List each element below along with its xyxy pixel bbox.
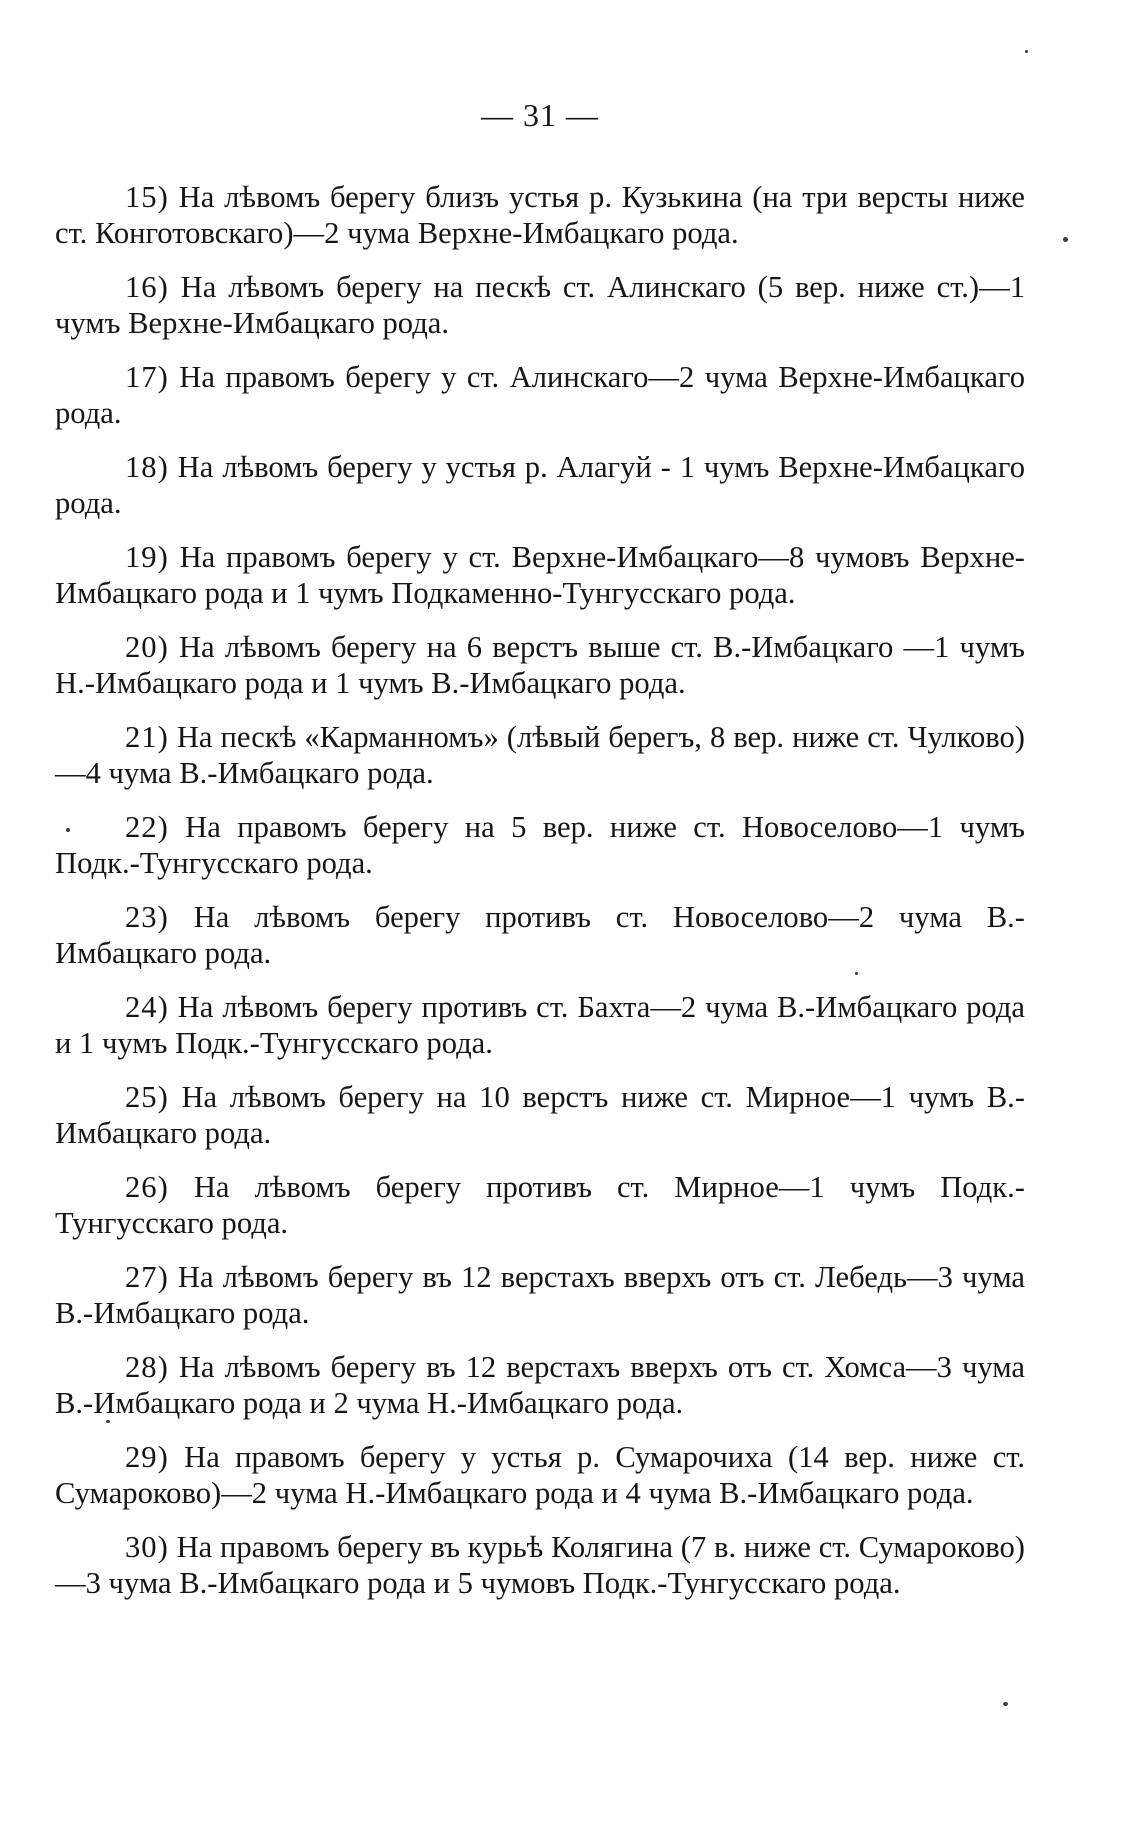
entry-number: 20) (125, 630, 169, 664)
list-item (55, 1349, 1025, 1421)
list-item (55, 269, 1025, 341)
entry-text: На лѣвомъ берегу противъ ст. Бахта—2 чума В.-Имбацкаго рода и 1 чумъ Подк.-Тунгусскаго рода. (55, 990, 1025, 1060)
entry-number: 28) (125, 1350, 169, 1384)
list-item (55, 449, 1025, 521)
scan-speck (106, 1420, 110, 1423)
entry-number: 27) (125, 1260, 169, 1294)
list-item (55, 989, 1025, 1061)
list-item (55, 1529, 1025, 1601)
scan-speck (1025, 50, 1028, 53)
entry-text: На правомъ берегу у ст. Верхне-Имбацкаго—8 чумовъ Верхне-Имбацкаго рода и 1 чумъ Подкаменно-Тунгусскаго рода. (55, 540, 1025, 610)
entry-number: 29) (125, 1440, 169, 1474)
entry-number: 24) (125, 990, 169, 1024)
entry-text: На правомъ берегу на 5 вер. ниже ст. Новоселово—1 чумъ Подк.-Тунгусскаго рода. (55, 810, 1025, 880)
entry-text: На правомъ берегу у ст. Алинскаго—2 чума Верхне-Имбацкаго рода. (55, 360, 1025, 430)
entry-number: 15) (125, 180, 169, 214)
list-item (55, 719, 1025, 791)
entry-text: На лѣвомъ берегу въ 12 верстахъ вверхъ отъ ст. Хомса—3 чума В.-Имбацкаго рода и 2 чума Н.-Имбацкаго рода. (55, 1350, 1025, 1420)
entry-number: 19) (125, 540, 169, 574)
entry-text: На лѣвомъ берегу на пескѣ ст. Алинскаго (5 вер. ниже ст.)—1 чумъ Верхне-Имбацкаго рода. (55, 270, 1025, 340)
list-item (55, 1439, 1025, 1511)
list-item (55, 1259, 1025, 1331)
book-page (55, 95, 1025, 1619)
entry-number: 23) (125, 900, 169, 934)
entry-text: На правомъ берегу въ курьѣ Колягина (7 в. ниже ст. Сумароково)—3 чума В.-Имбацкаго рода и 5 чумовъ Подк.-Тунгусскаго рода. (55, 1530, 1025, 1600)
entry-text: На лѣвомъ берегу противъ ст. Мирное—1 чумъ Подк.-Тунгусскаго рода. (55, 1170, 1025, 1240)
list-item (55, 179, 1025, 251)
list-item (55, 539, 1025, 611)
entry-number: 30) (125, 1530, 169, 1564)
entry-text: На лѣвомъ берегу противъ ст. Новоселово—2 чума В.-Имбацкаго рода. (55, 900, 1025, 970)
entry-text: На пескѣ «Карманномъ» (лѣвый берегъ, 8 вер. ниже ст. Чулково)—4 чума В.-Имбацкаго рода. (55, 720, 1025, 790)
list-item (55, 1079, 1025, 1151)
entry-list (55, 179, 1025, 1601)
entry-number: 21) (125, 720, 169, 754)
scan-speck (855, 972, 858, 975)
entry-text: На лѣвомъ берегу близъ устья р. Кузькина (на три версты ниже ст. Конготовскаго)—2 чума Верхне-Имбацкаго рода. (55, 180, 1025, 250)
entry-number: 18) (125, 450, 169, 484)
scan-speck (1063, 237, 1068, 242)
list-item (55, 899, 1025, 971)
list-item (55, 629, 1025, 701)
entry-number: 25) (125, 1080, 169, 1114)
entry-number: 17) (125, 360, 169, 394)
entry-number: 16) (125, 270, 169, 304)
entry-text: На лѣвомъ берегу на 10 верстъ ниже ст. Мирное—1 чумъ В.-Имбацкаго рода. (55, 1080, 1025, 1150)
list-item (55, 809, 1025, 881)
entry-number: 26) (125, 1170, 169, 1204)
entry-text: На лѣвомъ берегу у устья р. Алагуй - 1 чумъ Верхне-Имбацкаго рода. (55, 450, 1025, 520)
scan-speck (66, 828, 70, 832)
entry-text: На лѣвомъ берегу на 6 верстъ выше ст. В.-Имбацкаго —1 чумъ Н.-Имбацкаго рода и 1 чумъ В.-Имбацкаго рода. (55, 630, 1025, 700)
page-number: — 31 — (481, 97, 599, 133)
list-item (55, 1169, 1025, 1241)
entry-text: На лѣвомъ берегу въ 12 верстахъ вверхъ отъ ст. Лебедь—3 чума В.-Имбацкаго рода. (55, 1260, 1025, 1330)
scan-speck (1003, 1702, 1008, 1706)
entry-number: 22) (125, 810, 169, 844)
entry-text: На правомъ берегу у устья р. Сумарочиха (14 вер. ниже ст. Сумароково)—2 чума Н.-Имбацкаго рода и 4 чума В.-Имбацкаго рода. (55, 1440, 1025, 1510)
list-item (55, 359, 1025, 431)
